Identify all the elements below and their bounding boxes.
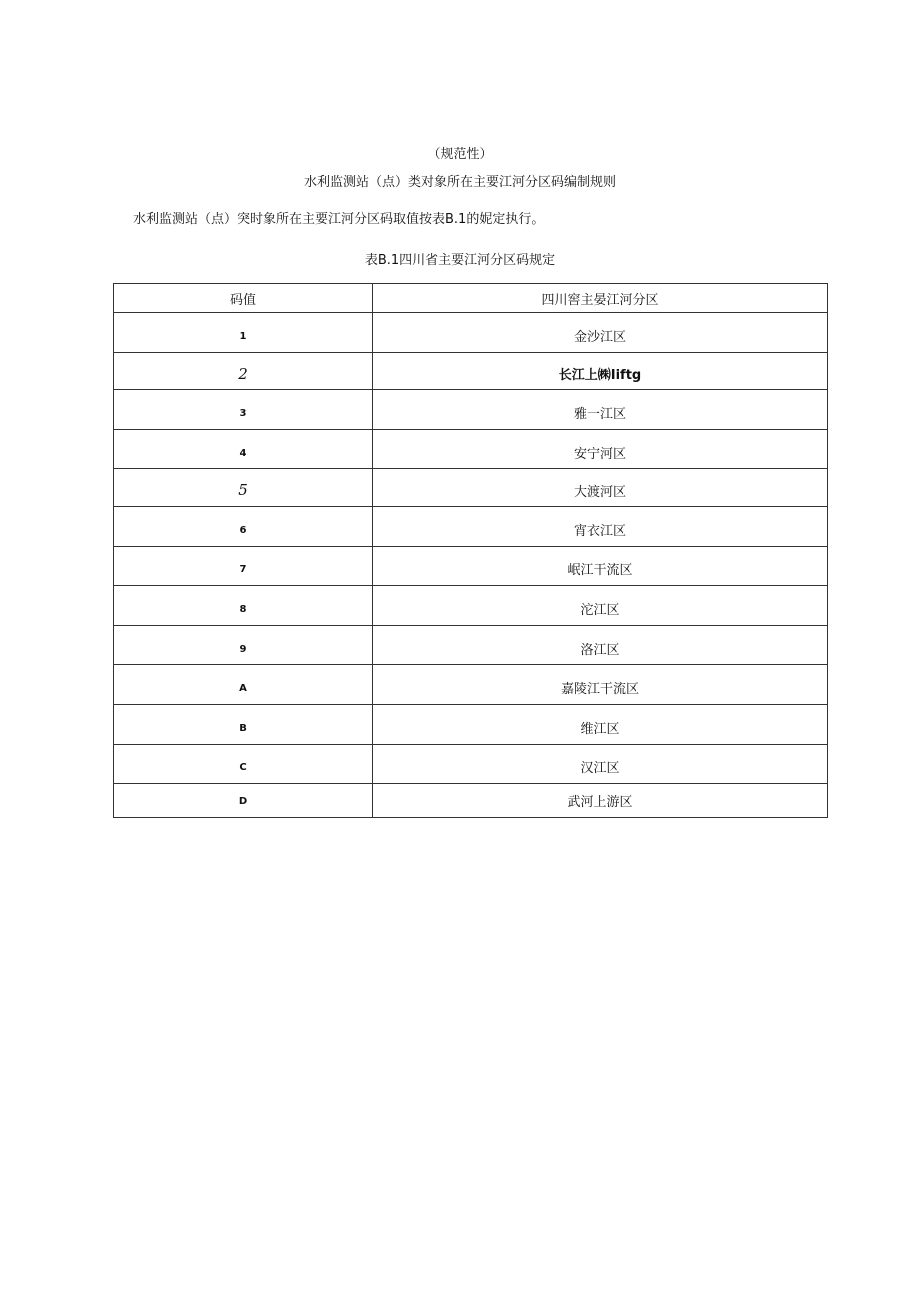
table-row	[114, 744, 828, 784]
zone-name-cell: 武河上游区	[373, 784, 828, 818]
code-cell: 9	[114, 625, 373, 665]
zone-name-cell: 洛江区	[373, 625, 828, 665]
zone-name-cell: 嘉陵江干流区	[373, 665, 828, 705]
zone-name-cell: 汉江区	[373, 744, 828, 784]
zone-name-cell: 长江上㈱Iiftg	[373, 352, 828, 390]
zone-name-cell: 宵衣江区	[373, 506, 828, 546]
table-row	[114, 784, 828, 818]
table-row	[114, 352, 828, 390]
zone-name-cell: 维江区	[373, 704, 828, 744]
zone-name-cell: 雅一江区	[373, 390, 828, 430]
body-paragraph: 水利监测站（点）突时象所在主要江河分区码取值按表B.1的妮定执行。	[133, 212, 545, 227]
zone-name-cell: 岷江干流区	[373, 546, 828, 586]
code-cell: B	[114, 704, 373, 744]
column-header-zone: 四川窖主晏江河分区	[373, 284, 828, 313]
appendix-title: 水利监测站（点）类对象所在主要江河分区码编制规则	[303, 175, 616, 190]
table-row	[114, 390, 828, 430]
table-row	[114, 469, 828, 507]
table-caption: 表B.1四川省主要江河分区码规定	[364, 253, 556, 268]
table-row	[114, 704, 828, 744]
zone-name-cell: 安宁河区	[373, 429, 828, 469]
table-row	[114, 546, 828, 586]
code-cell: 7	[114, 546, 373, 586]
code-cell: 1	[114, 313, 373, 353]
river-zone-code-table	[113, 283, 828, 818]
code-cell: 8	[114, 586, 373, 626]
table-row	[114, 586, 828, 626]
code-cell: D	[114, 784, 373, 818]
zone-name-cell: 沱江区	[373, 586, 828, 626]
code-cell: 5	[114, 469, 373, 507]
table-row	[114, 313, 828, 353]
table-row	[114, 506, 828, 546]
zone-name-cell: 大渡河区	[373, 469, 828, 507]
code-cell: 3	[114, 390, 373, 430]
code-cell: 6	[114, 506, 373, 546]
column-header-code: 码值	[114, 284, 373, 313]
table-row	[114, 665, 828, 705]
code-cell: 4	[114, 429, 373, 469]
table-header-row	[114, 284, 828, 313]
code-cell: C	[114, 744, 373, 784]
normative-label: （规范性）	[427, 147, 493, 162]
code-cell: A	[114, 665, 373, 705]
table-row	[114, 429, 828, 469]
code-cell: 2	[114, 352, 373, 390]
table-row	[114, 625, 828, 665]
zone-name-cell: 金沙江区	[373, 313, 828, 353]
